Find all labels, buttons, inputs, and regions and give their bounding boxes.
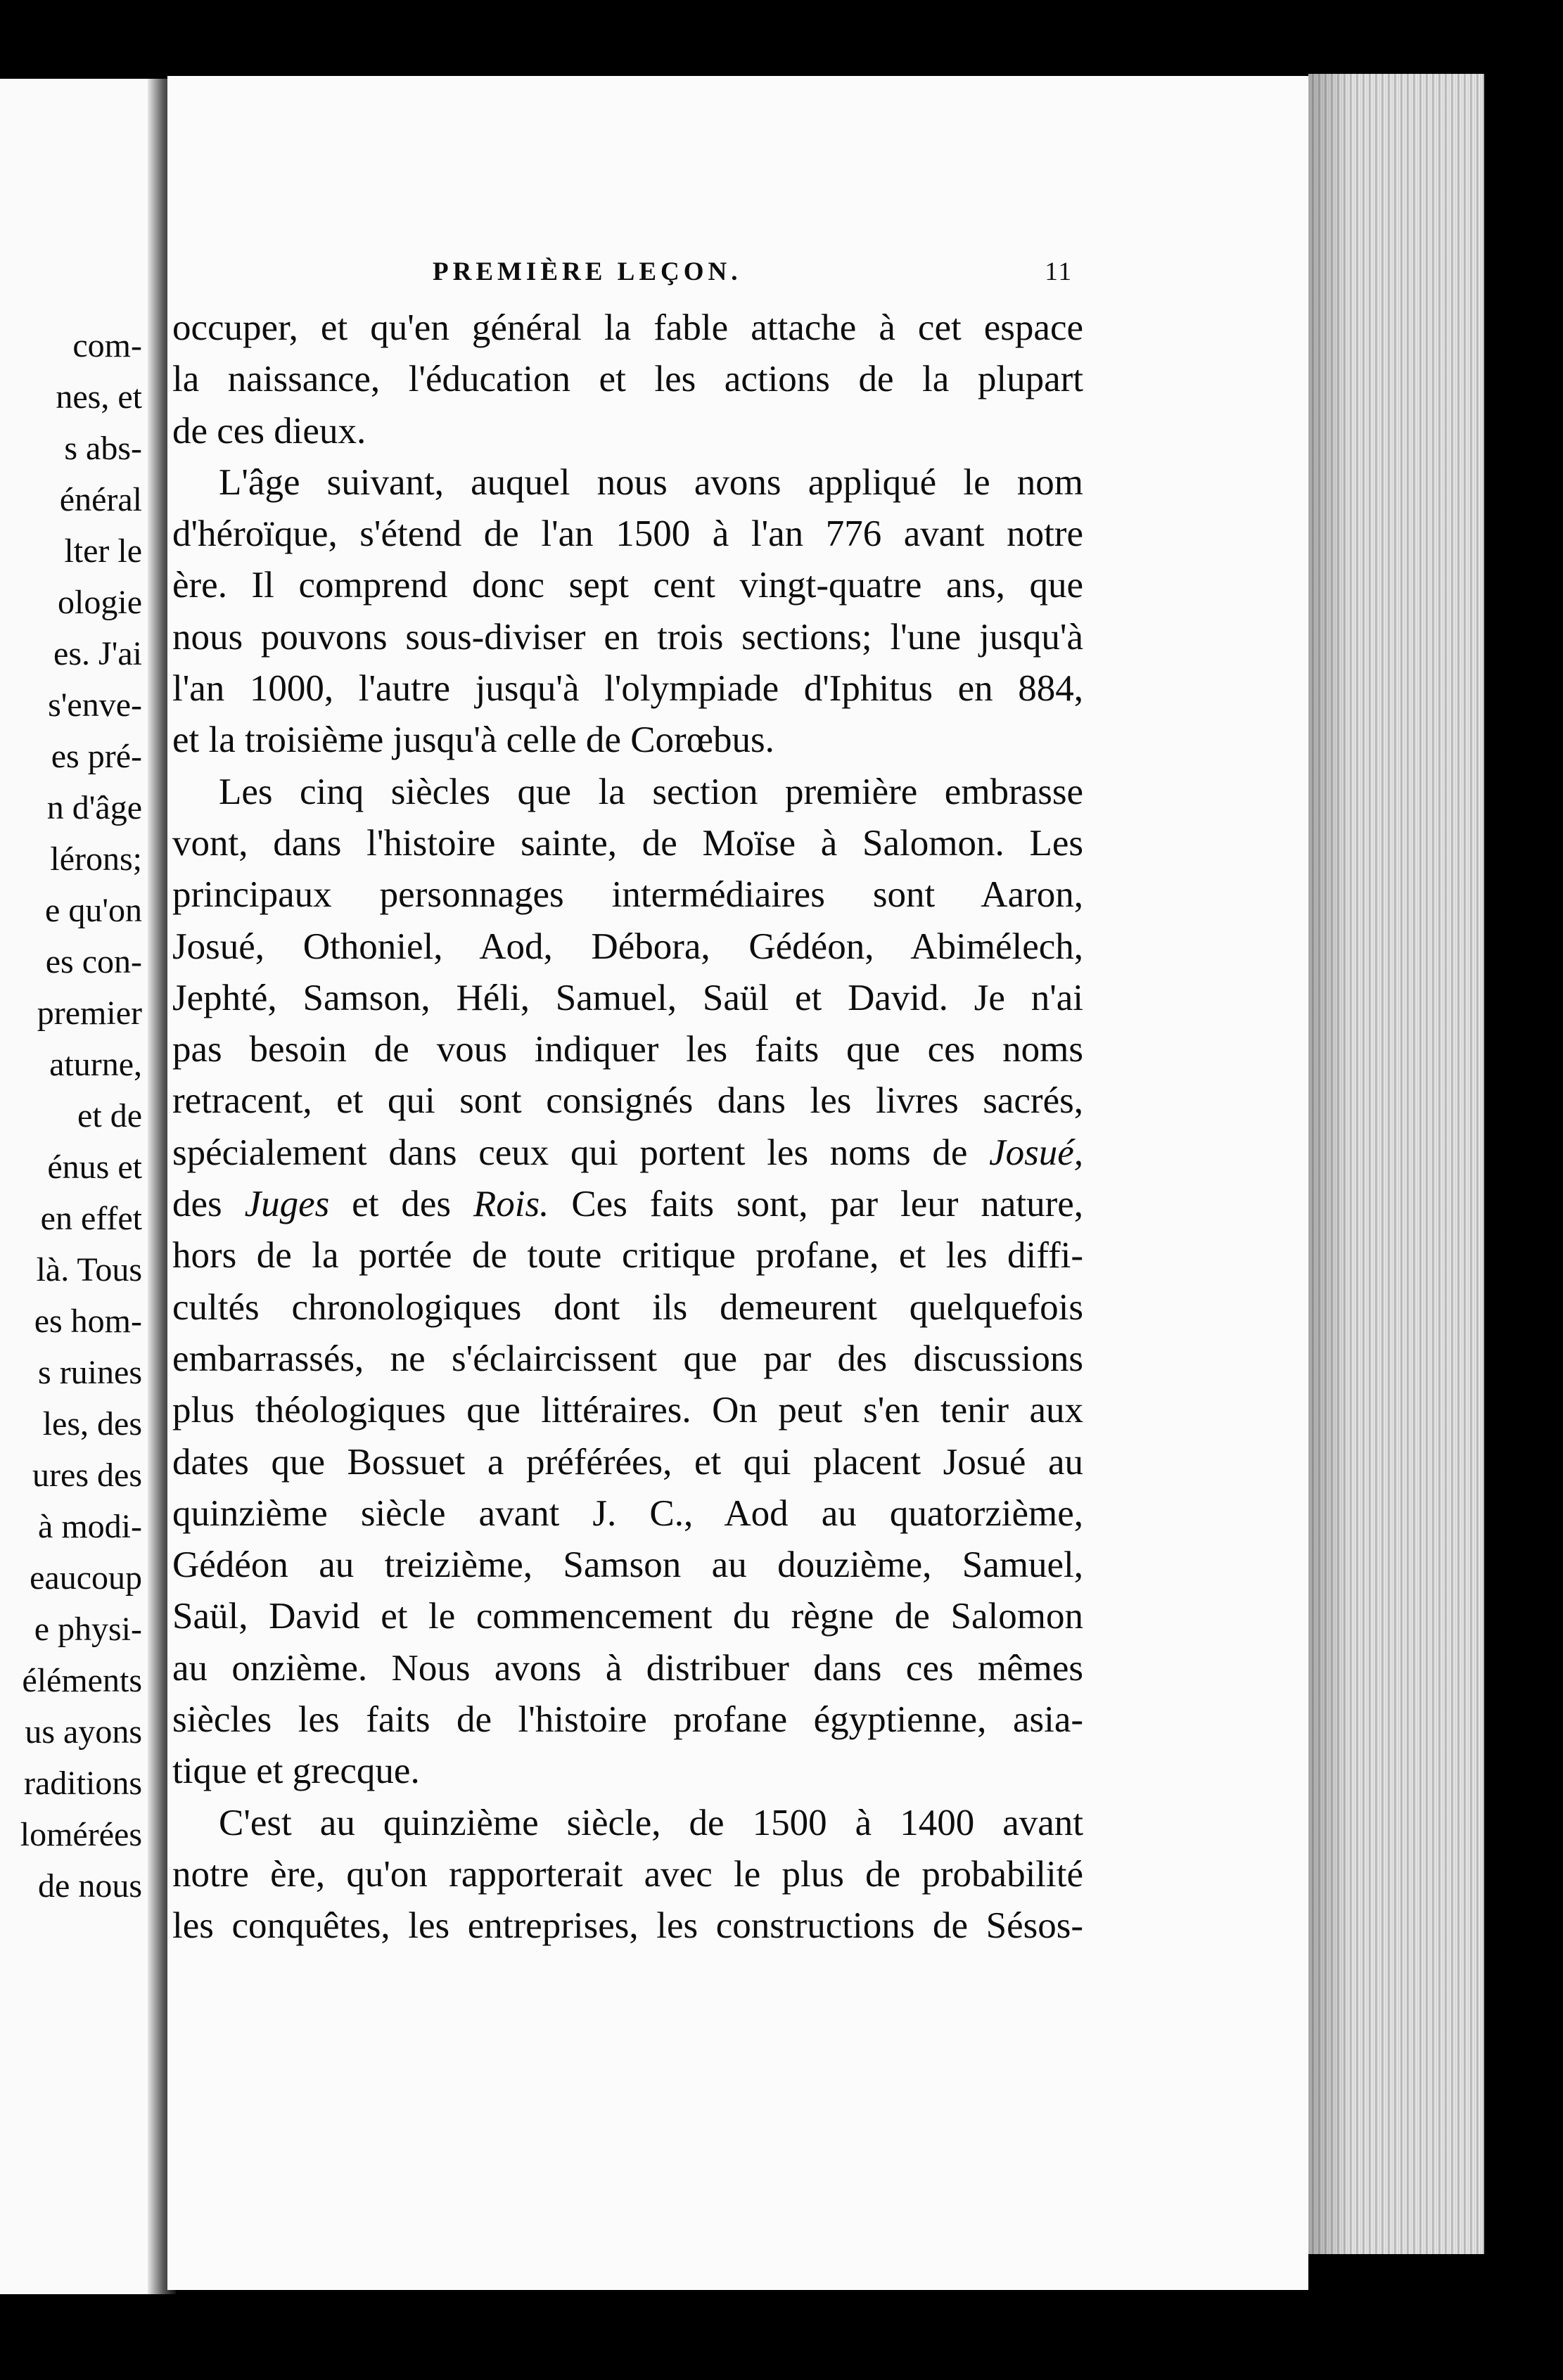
text-line: C'est au quinzième siècle, de 1500 à 1400 avant [219, 1802, 1083, 1843]
text-line: d'héroïque, s'étend de l'an 1500 à l'an 776 avant notre [172, 513, 1083, 555]
left-page-text [0, 320, 142, 1912]
left-line: énus et [47, 1149, 142, 1186]
left-line: es pré- [51, 738, 142, 775]
book-title-rois: Rois. [473, 1184, 549, 1225]
text-line: occuper, et qu'en général la fable attache à cet espace [172, 307, 1083, 348]
left-line: e qu'on [45, 892, 142, 929]
text-line: quinzième siècle avant J. C., Aod au quatorzième, [172, 1492, 1083, 1534]
text-line: vont, dans l'histoire sainte, de Moïse à Salomon. Les [172, 822, 1083, 864]
text-line: les conquêtes, les entreprises, les constructions de Sésos- [172, 1905, 1083, 1947]
left-line: raditions [24, 1765, 142, 1802]
left-line: ures des [32, 1457, 142, 1494]
left-line: eaucoup [30, 1559, 142, 1597]
left-line: à modi- [38, 1508, 142, 1545]
paragraph-1 [172, 302, 1083, 457]
text-line: au onzième. Nous avons à distribuer dans ces mêmes [172, 1647, 1083, 1689]
text-line: dates que Bossuet a préférées, et qui placent Josué au [172, 1441, 1083, 1483]
text-line: tique et grecque. [172, 1751, 420, 1792]
page-block-edge [1308, 74, 1484, 2254]
paragraph-2 [172, 457, 1083, 767]
text-run: des [172, 1184, 245, 1225]
left-line: s'enve- [48, 686, 142, 724]
left-line: e physi- [34, 1611, 142, 1648]
body-text [172, 302, 1083, 1952]
left-line: s ruines [38, 1354, 142, 1391]
left-line: es hom- [34, 1303, 142, 1340]
text-line [172, 1127, 1083, 1179]
running-title: PREMIÈRE LEÇON. [433, 257, 742, 286]
text-line: Saül, David et le commencement du règne de Salomon [172, 1596, 1083, 1637]
text-line: cultés chronologiques dont ils demeurent quelquefois [172, 1286, 1083, 1328]
text-line: et la troisième jusqu'à celle de Corœbus. [172, 719, 774, 761]
left-line: éléments [22, 1662, 142, 1699]
left-line: et de [77, 1097, 142, 1134]
left-line: n d'âge [46, 789, 142, 826]
left-line: énéral [59, 481, 142, 518]
left-line: de nous [38, 1867, 142, 1905]
left-line: lérons; [50, 840, 142, 878]
text-line: Jephté, Samson, Héli, Samuel, Saül et David. Je n'ai [172, 977, 1083, 1018]
text-line: Les cinq siècles que la section première embrasse [219, 771, 1083, 812]
text-line: ère. Il comprend donc sept cent vingt-quatre ans, que [172, 565, 1083, 606]
left-line: es. J'ai [53, 635, 142, 672]
text-line: l'an 1000, l'autre jusqu'à l'olympiade d'Iphitus en 884, [172, 668, 1083, 710]
book-title-juges: Juges [244, 1184, 330, 1225]
left-line: là. Tous [36, 1251, 142, 1288]
text-run: et des [329, 1184, 473, 1225]
text-line: siècles les faits de l'histoire profane égyptienne, asia- [172, 1699, 1083, 1741]
left-line: es con- [45, 943, 142, 980]
book-title-josue: Josué, [989, 1132, 1083, 1173]
text-line: hors de la portée de toute critique profane, et les diffi- [172, 1235, 1083, 1277]
text-line: principaux personnages intermédiaires sont Aaron, [172, 874, 1083, 916]
text-line: pas besoin de vous indiquer les faits que ces noms [172, 1029, 1083, 1070]
paragraph-3 [172, 767, 1083, 1798]
text-line: de ces dieux. [172, 410, 366, 452]
text-line: Josué, Othoniel, Aod, Débora, Gédéon, Abimélech, [172, 926, 1083, 967]
text-line: retracent, et qui sont consignés dans les livres sacrés, [172, 1080, 1083, 1122]
page-header [433, 257, 1073, 287]
left-line: lter le [64, 532, 142, 570]
left-line: com- [72, 327, 142, 364]
left-line: ologie [58, 584, 142, 621]
left-line: premier [37, 994, 142, 1032]
text-line [172, 1179, 1083, 1230]
text-line: notre ère, qu'on rapporterait avec le plus de probabilité [172, 1853, 1083, 1895]
left-line: en effet [40, 1200, 142, 1237]
left-line: us ayons [25, 1713, 142, 1751]
text-line: nous pouvons sous-diviser en trois sections; l'une jusqu'à [172, 616, 1083, 658]
left-line: lomérées [20, 1816, 142, 1853]
left-line: s abs- [64, 430, 142, 467]
page-number: 11 [1045, 257, 1073, 286]
text-line: embarrassés, ne s'éclaircissent que par des discussions [172, 1338, 1083, 1379]
left-line: nes, et [56, 378, 142, 416]
paragraph-4 [172, 1798, 1083, 1952]
text-line: Gédéon au treizième, Samson au douzième, Samuel, [172, 1544, 1083, 1586]
left-line: aturne, [49, 1046, 142, 1083]
left-line: les, des [42, 1405, 142, 1442]
text-run: Ces faits sont, par leur nature, [549, 1184, 1084, 1225]
text-run: spécialement dans ceux qui portent les noms de [172, 1132, 990, 1173]
text-line: L'âge suivant, auquel nous avons appliqué le nom [219, 461, 1083, 503]
text-line: la naissance, l'éducation et les actions de la plupart [172, 359, 1083, 400]
text-line: plus théologiques que littéraires. On peut s'en tenir aux [172, 1390, 1083, 1431]
